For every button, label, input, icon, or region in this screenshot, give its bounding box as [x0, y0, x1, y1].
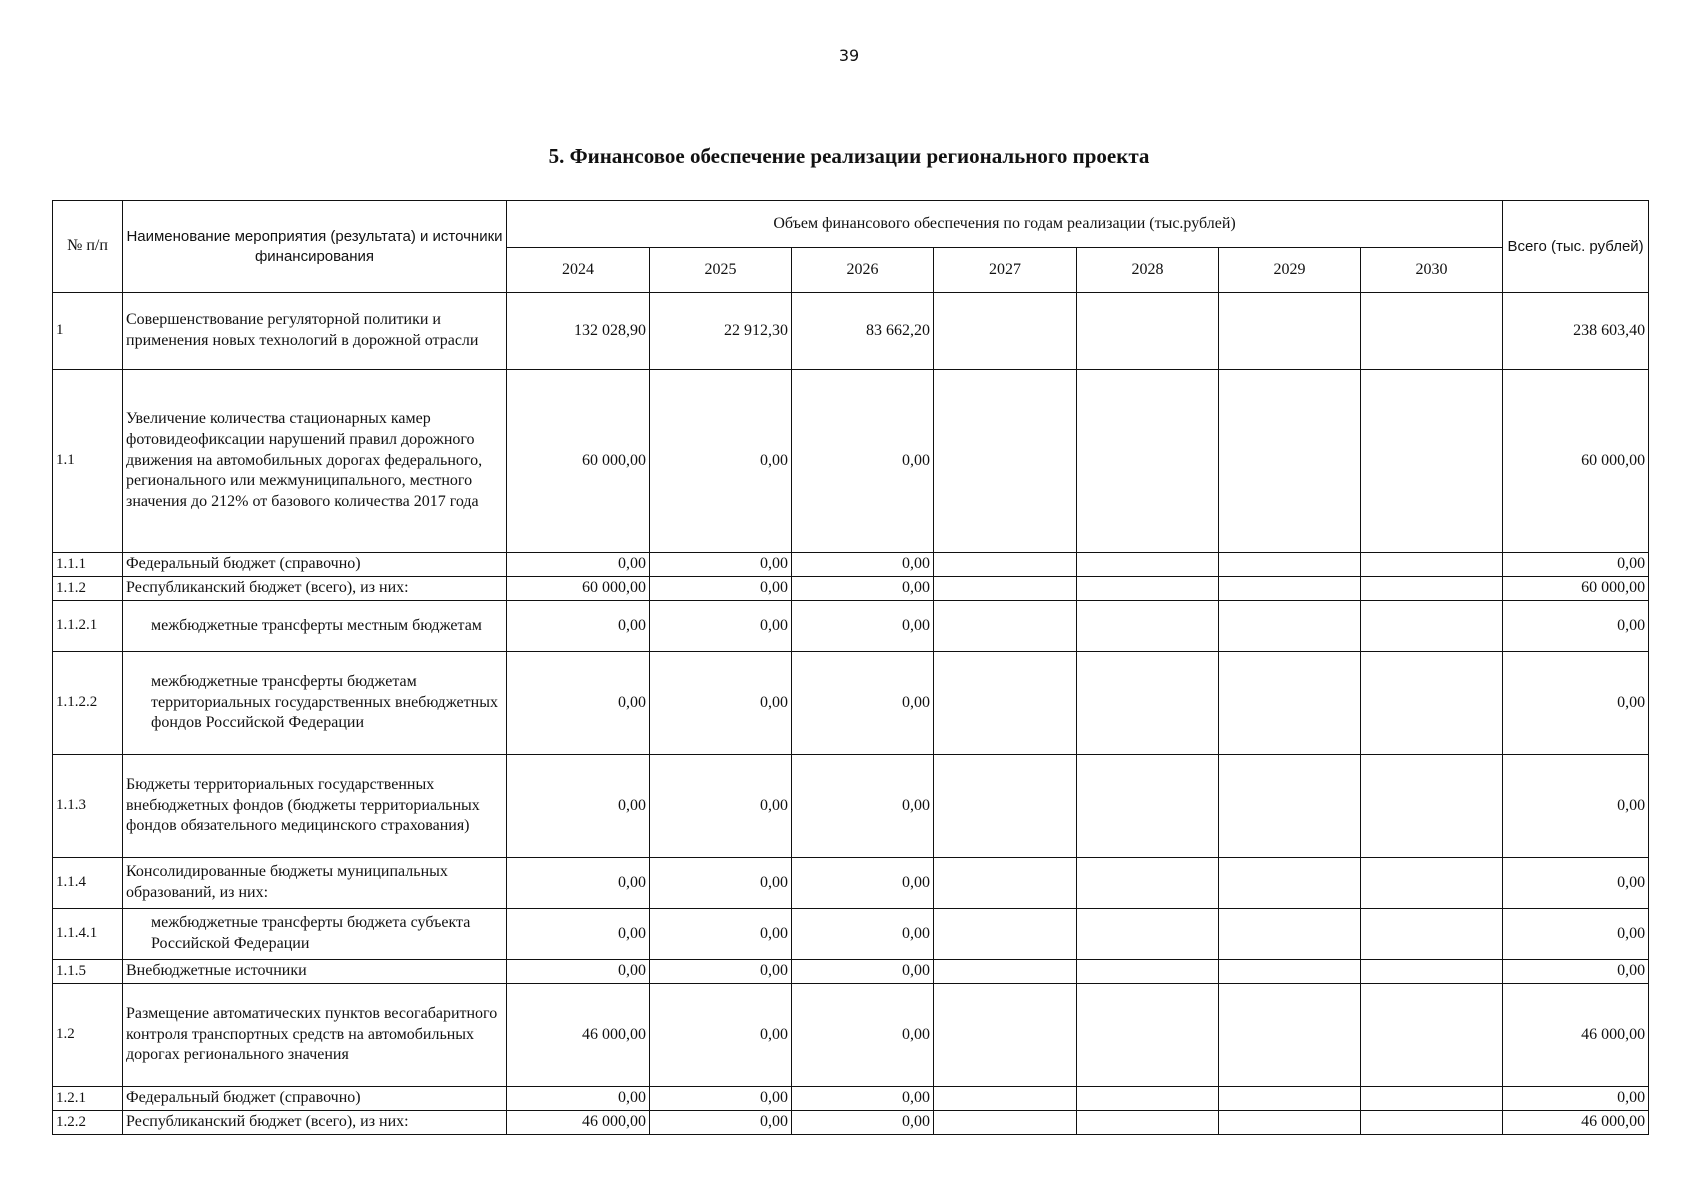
value-2024: 0,00 [507, 755, 650, 858]
value-2028 [1077, 960, 1219, 984]
value-2026: 0,00 [792, 909, 934, 960]
value-2029 [1219, 370, 1361, 553]
value-2024: 60 000,00 [507, 370, 650, 553]
value-2030 [1361, 984, 1503, 1087]
row-number: 1.1.3 [53, 755, 123, 858]
value-2026: 0,00 [792, 652, 934, 755]
value-2028 [1077, 1087, 1219, 1111]
value-2028 [1077, 652, 1219, 755]
table-row [53, 1111, 1649, 1135]
value-2030 [1361, 755, 1503, 858]
value-2024: 0,00 [507, 909, 650, 960]
value-2027 [934, 1111, 1077, 1135]
value-2029 [1219, 601, 1361, 652]
value-2028 [1077, 293, 1219, 370]
value-2027 [934, 553, 1077, 577]
value-2025: 0,00 [650, 960, 792, 984]
row-number: 1.2 [53, 984, 123, 1087]
value-2025: 0,00 [650, 1111, 792, 1135]
row-name: межбюджетные трансферты местным бюджетам [123, 601, 507, 652]
value-2024: 60 000,00 [507, 577, 650, 601]
value-2028 [1077, 1111, 1219, 1135]
financing-table [52, 200, 1649, 1135]
row-number: 1.1 [53, 370, 123, 553]
value-2027 [934, 1087, 1077, 1111]
value-2030 [1361, 601, 1503, 652]
value-2025: 22 912,30 [650, 293, 792, 370]
row-number: 1.1.2.2 [53, 652, 123, 755]
value-2027 [934, 960, 1077, 984]
value-2028 [1077, 553, 1219, 577]
table-row [53, 553, 1649, 577]
value-2024: 0,00 [507, 652, 650, 755]
header-year: 2025 [650, 248, 792, 293]
value-2027 [934, 909, 1077, 960]
value-2026: 0,00 [792, 755, 934, 858]
value-2028 [1077, 601, 1219, 652]
value-total: 0,00 [1503, 858, 1649, 909]
value-2027 [934, 755, 1077, 858]
header-volume: Объем финансового обеспечения по годам реализации (тыс.рублей) [507, 201, 1503, 248]
value-2027 [934, 293, 1077, 370]
value-2027 [934, 601, 1077, 652]
row-number: 1.1.2 [53, 577, 123, 601]
value-2025: 0,00 [650, 1087, 792, 1111]
table-row [53, 984, 1649, 1087]
row-number: 1.1.2.1 [53, 601, 123, 652]
value-total: 0,00 [1503, 909, 1649, 960]
value-2026: 0,00 [792, 601, 934, 652]
value-2024: 0,00 [507, 1087, 650, 1111]
row-number: 1.2.1 [53, 1087, 123, 1111]
header-name: Наименование мероприятия (результата) и источники финансирования [123, 201, 507, 293]
value-total: 0,00 [1503, 553, 1649, 577]
row-name: Республиканский бюджет (всего), из них: [123, 1111, 507, 1135]
row-number: 1.1.5 [53, 960, 123, 984]
value-total: 0,00 [1503, 652, 1649, 755]
value-2026: 0,00 [792, 1087, 934, 1111]
value-2030 [1361, 293, 1503, 370]
value-2025: 0,00 [650, 909, 792, 960]
value-2025: 0,00 [650, 370, 792, 553]
row-number: 1.1.4.1 [53, 909, 123, 960]
row-name: Совершенствование регуляторной политики и применения новых технологий в дорожной отрасли [123, 293, 507, 370]
table-row [53, 577, 1649, 601]
value-2028 [1077, 577, 1219, 601]
row-number: 1.1.1 [53, 553, 123, 577]
page-number: 39 [838, 46, 860, 65]
row-name: Внебюджетные источники [123, 960, 507, 984]
value-2025: 0,00 [650, 601, 792, 652]
value-2024: 46 000,00 [507, 1111, 650, 1135]
value-2024: 0,00 [507, 601, 650, 652]
value-2030 [1361, 370, 1503, 553]
row-name: межбюджетные трансферты бюджета субъекта Российской Федерации [123, 909, 507, 960]
value-2027 [934, 858, 1077, 909]
value-2025: 0,00 [650, 553, 792, 577]
row-name: Федеральный бюджет (справочно) [123, 553, 507, 577]
header-num: № п/п [53, 201, 123, 293]
row-name: Размещение автоматических пунктов весогабаритного контроля транспортных средств на автомобильных дорогах регионального значения [123, 984, 507, 1087]
value-2025: 0,00 [650, 858, 792, 909]
value-2024: 0,00 [507, 553, 650, 577]
table-row [53, 370, 1649, 553]
value-2026: 0,00 [792, 1111, 934, 1135]
value-2026: 0,00 [792, 858, 934, 909]
value-2029 [1219, 652, 1361, 755]
value-2030 [1361, 960, 1503, 984]
table-row [53, 858, 1649, 909]
table-row [53, 601, 1649, 652]
value-2029 [1219, 1087, 1361, 1111]
value-2025: 0,00 [650, 577, 792, 601]
value-total: 0,00 [1503, 755, 1649, 858]
value-total: 0,00 [1503, 1087, 1649, 1111]
row-number: 1.1.4 [53, 858, 123, 909]
header-year: 2029 [1219, 248, 1361, 293]
value-2030 [1361, 553, 1503, 577]
value-2029 [1219, 984, 1361, 1087]
value-total: 46 000,00 [1503, 1111, 1649, 1135]
table-row [53, 652, 1649, 755]
row-name: Бюджеты территориальных государственных внебюджетных фондов (бюджеты территориальных фондов обязательного медицинского страхования) [123, 755, 507, 858]
value-2028 [1077, 909, 1219, 960]
value-2026: 0,00 [792, 984, 934, 1087]
value-total: 238 603,40 [1503, 293, 1649, 370]
value-2029 [1219, 755, 1361, 858]
value-2030 [1361, 858, 1503, 909]
value-2030 [1361, 577, 1503, 601]
header-year: 2030 [1361, 248, 1503, 293]
row-number: 1 [53, 293, 123, 370]
value-2026: 0,00 [792, 370, 934, 553]
value-2029 [1219, 909, 1361, 960]
value-2029 [1219, 1111, 1361, 1135]
value-2028 [1077, 755, 1219, 858]
value-2025: 0,00 [650, 755, 792, 858]
value-2028 [1077, 984, 1219, 1087]
value-2026: 83 662,20 [792, 293, 934, 370]
value-2028 [1077, 370, 1219, 553]
value-total: 0,00 [1503, 960, 1649, 984]
value-2030 [1361, 1087, 1503, 1111]
header-row-top [53, 201, 1649, 248]
header-year: 2027 [934, 248, 1077, 293]
value-2024: 0,00 [507, 960, 650, 984]
section-title: 5. Финансовое обеспечение реализации регионального проекта [548, 144, 1150, 168]
table-row [53, 909, 1649, 960]
value-2027 [934, 652, 1077, 755]
value-2029 [1219, 960, 1361, 984]
header-year: 2026 [792, 248, 934, 293]
value-2027 [934, 577, 1077, 601]
value-2029 [1219, 858, 1361, 909]
value-total: 60 000,00 [1503, 577, 1649, 601]
value-2027 [934, 984, 1077, 1087]
value-2028 [1077, 858, 1219, 909]
value-2025: 0,00 [650, 984, 792, 1087]
value-total: 0,00 [1503, 601, 1649, 652]
value-2029 [1219, 293, 1361, 370]
table-row [53, 293, 1649, 370]
row-name: Увеличение количества стационарных камер фотовидеофиксации нарушений правил дорожного движения на автомобильных дорогах федерального, регионального или межмуниципального, местного значения до 212% от базового количества 2017 года [123, 370, 507, 553]
value-total: 60 000,00 [1503, 370, 1649, 553]
row-name: Консолидированные бюджеты муниципальных образований, из них: [123, 858, 507, 909]
value-2029 [1219, 553, 1361, 577]
value-2030 [1361, 909, 1503, 960]
header-year: 2028 [1077, 248, 1219, 293]
header-year: 2024 [507, 248, 650, 293]
value-total: 46 000,00 [1503, 984, 1649, 1087]
row-name: Республиканский бюджет (всего), из них: [123, 577, 507, 601]
value-2030 [1361, 1111, 1503, 1135]
value-2030 [1361, 652, 1503, 755]
table-row [53, 755, 1649, 858]
row-name: межбюджетные трансферты бюджетам территориальных государственных внебюджетных фондов Российской Федерации [123, 652, 507, 755]
value-2024: 132 028,90 [507, 293, 650, 370]
table-row [53, 1087, 1649, 1111]
value-2024: 0,00 [507, 858, 650, 909]
value-2024: 46 000,00 [507, 984, 650, 1087]
value-2026: 0,00 [792, 577, 934, 601]
value-2025: 0,00 [650, 652, 792, 755]
row-name: Федеральный бюджет (справочно) [123, 1087, 507, 1111]
value-2026: 0,00 [792, 553, 934, 577]
table-row [53, 960, 1649, 984]
header-total: Всего (тыс. рублей) [1503, 201, 1649, 293]
value-2029 [1219, 577, 1361, 601]
value-2026: 0,00 [792, 960, 934, 984]
value-2027 [934, 370, 1077, 553]
row-number: 1.2.2 [53, 1111, 123, 1135]
